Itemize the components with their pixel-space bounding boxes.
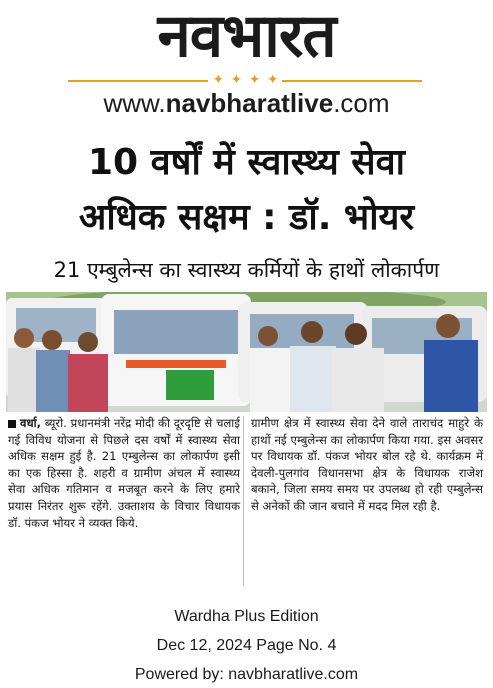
powered-by-link[interactable]: Powered by: navbharatlive.com [134,666,359,683]
subheadline: 21 एम्बुलेन्स का स्वास्थ्य कर्मियों के हाथों लोकार्पण [53,258,440,282]
ambulance-inauguration-photo [6,292,487,412]
headline-line-1: 10 वर्षों में स्वास्थ्य सेवा [88,142,405,183]
left-column-text: ब्यूरो. प्रधानमंत्री नरेंद्र मोदी की दूरदृष्टि से चलाई गई विविध योजना से पिछले दस वर्षों में स्वास्थ्य सेवा अधिक सक्षम हुई है. 21 एम्बुलेन्स का लोकार्पण इसी का एक हिस्सा है. शहरी व ग्रामीण अंचल में स्वास्थ्य सेवा अधिक गतिमान व मजबूत करने के लिए हमारे प्रयास निरंतर शुरू रहेंगे. उक्ताशय के विचार विधायक डॉ. पंकज भोयर ने व्यक्त किये. [8,416,240,530]
newspaper-logo: नवभारत [157,1,336,71]
article-column-right [251,415,483,515]
masthead [0,0,493,122]
website-brand: navbharatlive [165,88,334,118]
right-column-text: ग्रामीण क्षेत्र में स्वास्थ्य सेवा देने वाले ताराचंद माहुरे के हाथों नई एम्बुलेन्स का लोकार्पण किया गया. इस अवसर पर विधायक डॉ. पंकज भोयर बोल रहे थे. कार्यक्रम में देवली-पुलगांव विधानसभा क्षेत्र के विधायक राजेश बकाने, जिला समय समय पर उपलब्ध हो रही एम्बुलेन्स से अनेकों की जान बचाने में मदद मिल रही है. [251,416,483,513]
bullet-square-icon [8,420,16,428]
edition-label: Wardha Plus Edition [174,608,319,625]
dateline: वर्धा, [20,416,41,430]
article-photo [6,292,487,412]
logo-rule-left [68,80,208,82]
website-prefix: www. [103,88,166,118]
date-page-label: Dec 12, 2024 Page No. 4 [156,637,337,654]
column-divider [243,416,244,586]
logo-stars-icon: ✦ ✦ ✦ ✦ [212,72,280,88]
headline-line-2: अधिक सक्षम : डॉ. भोयर [78,197,415,238]
website-suffix: .com [333,88,390,118]
article-column-left [8,415,240,531]
website-url[interactable] [0,88,493,118]
logo-rule-right [282,80,422,82]
